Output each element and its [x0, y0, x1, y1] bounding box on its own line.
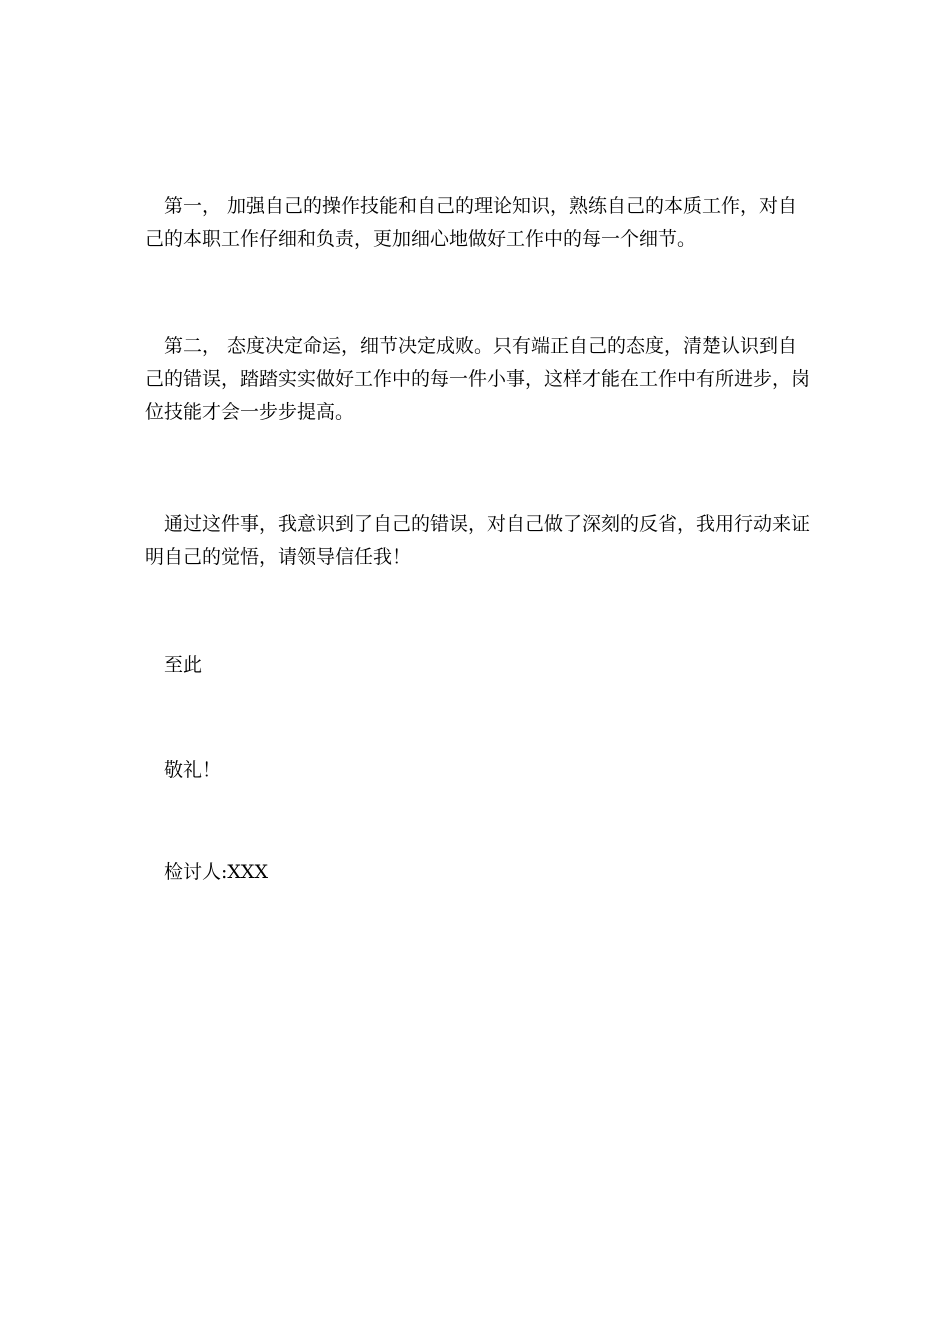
closing-line: 至此	[164, 654, 203, 676]
salutation-line: 敬礼！	[164, 759, 222, 781]
signature-line: 检讨人:XXX	[164, 861, 268, 883]
paragraph-conclusion	[145, 508, 813, 574]
paragraph-text: 加强自己的操作技能和自己的理论知识，熟练自己的本质工作，对自己的本职工作仔细和负责，更加细心地做好工作中的每一个细节。	[145, 195, 798, 250]
paragraph-first-point	[145, 190, 813, 256]
paragraph-text: 通过这件事，我意识到了自己的错误，对自己做了深刻的反省，我用行动来证明自己的觉悟，请领导信任我！	[145, 513, 811, 568]
paragraph-text: 态度决定命运，细节决定成败。只有端正自己的态度，清楚认识到自己的错误，踏踏实实做好工作中的每一件小事，这样才能在工作中有所进步，岗位技能才会一步步提高。	[145, 335, 811, 423]
paragraph-second-point	[145, 330, 813, 429]
paragraph-lead: 第二，	[164, 335, 222, 357]
paragraph-lead: 第一，	[164, 195, 222, 217]
